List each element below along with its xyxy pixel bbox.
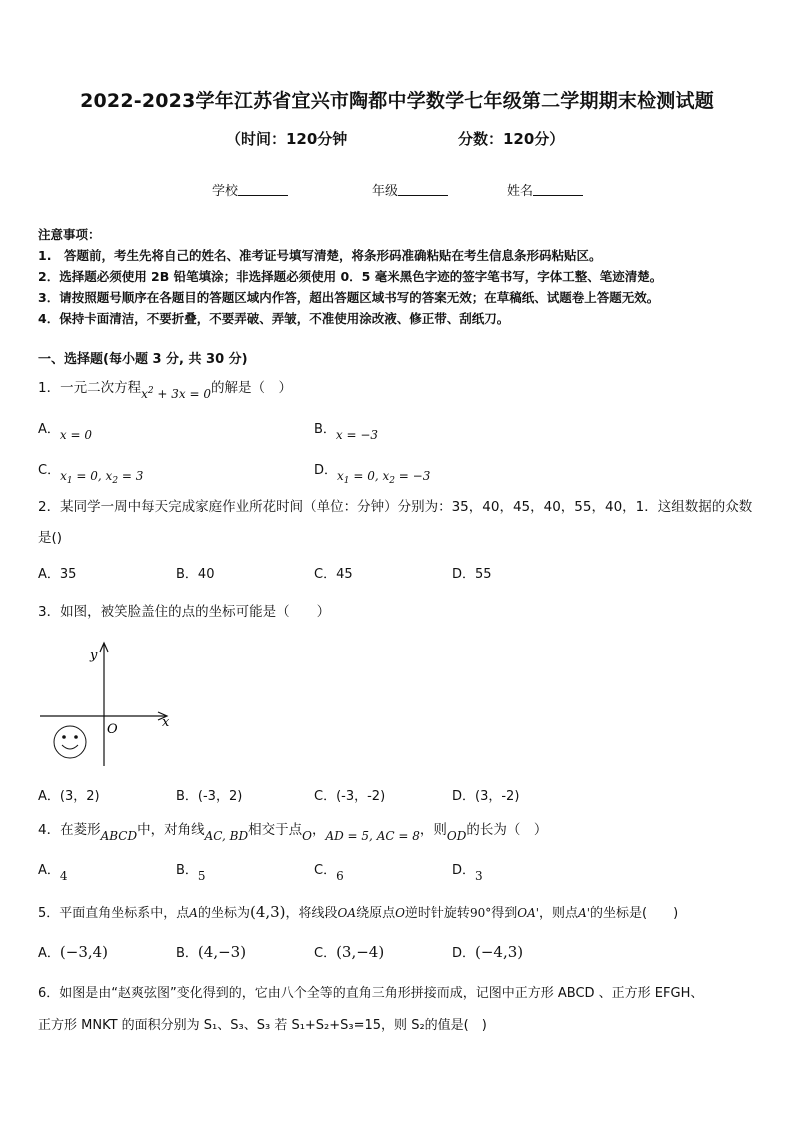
- notes-heading: 注意事项：: [38, 227, 101, 242]
- coordinate-diagram: [30, 636, 190, 776]
- total-score: 分数：120分）: [458, 130, 565, 148]
- q2-option-d[interactable]: D．55: [452, 567, 492, 582]
- question-5: 5．平面直角坐标系中，点A的坐标为(4,3)，将线段OA绕原点O逆时针旋转90°得到OA'，则点A'的坐标是( ): [38, 903, 679, 921]
- origin-label: O: [107, 722, 118, 737]
- question-4: 4．在菱形ABCD中，对角线AC, BD相交于点O，AD = 5, AC = 8，则OD的长为（ ）: [38, 822, 548, 843]
- x-axis-label: x: [162, 715, 170, 730]
- grade-field: [372, 180, 448, 199]
- exam-title: 2022-2023学年江苏省宜兴市陶都中学数学七年级第二学期期末检测试题: [80, 90, 714, 112]
- q1-option-a[interactable]: A．x = 0: [38, 422, 92, 442]
- question-3: 3．如图，被笑脸盖住的点的坐标可能是（ ）: [38, 604, 331, 620]
- q5-option-b[interactable]: B．(4,−3): [176, 943, 247, 961]
- y-axis-label: y: [90, 648, 98, 663]
- q1-prefix: 1．一元二次方程: [38, 380, 142, 396]
- q5-option-c[interactable]: C．(3,−4): [314, 943, 385, 961]
- note-item: 2．选择题必须使用 2B 铅笔填涂；非选择题必须使用 0．5 毫米黑色字迹的签字笔书写，字体工整、笔迹清楚。: [38, 269, 663, 284]
- section-heading: 一、选择题(每小题 3 分, 共 30 分): [38, 352, 248, 367]
- school-blank: [238, 183, 288, 196]
- name-label: 姓名: [507, 184, 534, 199]
- note-item: 1. 答题前，考生先将自己的姓名、准考证号填写清楚，将条形码准确粘贴在考生信息条形码粘贴区。: [38, 248, 602, 263]
- note-item: 3．请按照题号顺序在各题目的答题区域内作答，超出答题区域书写的答案无效；在草稿纸、试题卷上答题无效。: [38, 290, 660, 305]
- time-limit: （时间：120分钟: [226, 130, 348, 148]
- q4-option-b[interactable]: B．5: [176, 863, 206, 883]
- notes-block: [38, 224, 662, 329]
- name-field: [507, 180, 583, 199]
- q2-option-a[interactable]: A．35: [38, 567, 77, 582]
- question-2: 2．某同学一周中每天完成家庭作业所花时间（单位：分钟）分别为：35，40，45，40，55，40，1．这组数据的众数是(): [38, 499, 753, 546]
- grade-label: 年级: [372, 184, 399, 199]
- q3-option-d[interactable]: D．(3，-2): [452, 789, 520, 804]
- q5-option-a[interactable]: A．(−3,4): [38, 943, 109, 961]
- q3-option-b[interactable]: B．(-3，2): [176, 789, 243, 804]
- q5-option-d[interactable]: D．(−4,3): [452, 943, 524, 961]
- q1-option-c[interactable]: C．$x_1 = 0$, $x_2 = 3$: [38, 463, 144, 486]
- school-label: 学校: [212, 184, 239, 199]
- q2-option-b[interactable]: B．40: [176, 567, 215, 582]
- school-field: [212, 180, 288, 199]
- smiley-face-icon: [54, 726, 86, 758]
- q4-option-d[interactable]: D．3: [452, 863, 483, 883]
- q1-suffix: 的解是（ ）: [211, 380, 293, 396]
- q1-option-b[interactable]: B．x = −3: [314, 422, 379, 442]
- q1-option-d[interactable]: D．$x_1 = 0$, $x_2 = -3$: [314, 463, 431, 486]
- q4-option-c[interactable]: C．6: [314, 863, 344, 883]
- q3-option-c[interactable]: C．(-3，-2): [314, 789, 386, 804]
- name-blank: [533, 183, 583, 196]
- question-1: [38, 376, 293, 401]
- q4-option-a[interactable]: A．4: [38, 863, 68, 883]
- q2-option-c[interactable]: C．45: [314, 567, 353, 582]
- q1-equation: $x^2 + 3x = 0$: [141, 386, 212, 401]
- question-6-line-2: 正方形 MNKT 的面积分别为 S₁、S₃、S₃ 若 S₁+S₂+S₃=15，则 S₂的值是( ): [38, 1018, 487, 1033]
- question-6-line-1: 6．如图是由“赵爽弦图”变化得到的，它由八个全等的直角三角形拼接而成，记图中正方形 ABCD 、正方形 EFGH、: [38, 986, 704, 1001]
- grade-blank: [398, 183, 448, 196]
- q3-option-a[interactable]: A．(3，2): [38, 789, 100, 804]
- note-item: 4．保持卡面清洁，不要折叠，不要弄破、弄皱，不准使用涂改液、修正带、刮纸刀。: [38, 311, 510, 326]
